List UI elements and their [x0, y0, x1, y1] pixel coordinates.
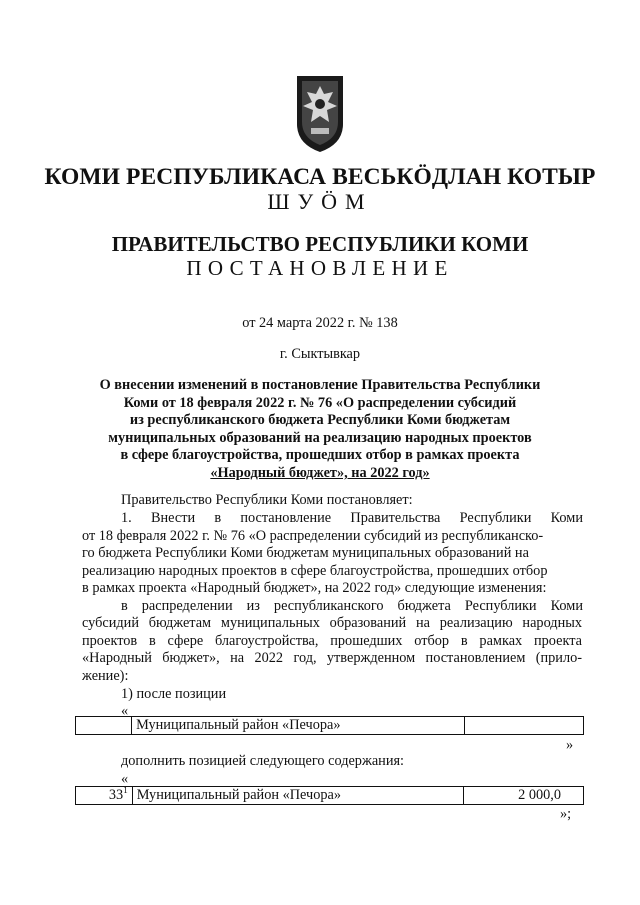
table-row	[76, 717, 584, 735]
item-1-text: 1) после позиции	[121, 686, 227, 702]
table-cell-name: Муниципальный район «Печора»	[132, 787, 463, 805]
document-title-line: О внесении изменений в постановление Правительства Республики	[99, 377, 541, 393]
add-position-text: дополнить позицией следующего содержания:	[121, 753, 405, 769]
paragraph-2-last-line: жение):	[82, 668, 129, 684]
document-type: ПОСТАНОВЛЕНИЕ	[186, 256, 454, 280]
paragraph-2-line: проектов в сфере благоустройства, прошедших отбор в рамках проекта	[82, 633, 582, 649]
document-title-line: муниципальных образований на реализацию народных проектов	[108, 429, 532, 446]
table-cell-value	[464, 717, 583, 735]
paragraph-2-line: «Народный бюджет», на 2022 год, утвержденном постановлением (прило-	[82, 650, 582, 666]
position-table-before	[75, 716, 584, 735]
document-title-line: «Народный бюджет», на 2022 год»	[210, 464, 430, 481]
close-quote: »	[566, 737, 574, 753]
paragraph-1-line: го бюджета Республики Коми бюджетам муниципальных образований на	[82, 545, 529, 561]
komi-government-title: КОМИ РЕСПУБЛИКАСА ВЕСЬКӦДЛАН КОТЫР	[44, 164, 596, 190]
close-quote-semicolon: »;	[560, 806, 572, 822]
table-cell-number	[76, 787, 133, 805]
document-title-line: Коми от 18 февраля 2022 г. № 76 «О распределении субсидий	[123, 394, 517, 411]
table-row	[76, 787, 584, 805]
open-quote: «	[121, 771, 129, 787]
position-number: 33	[108, 787, 124, 803]
position-table-new	[75, 786, 584, 805]
open-quote: «	[121, 703, 129, 719]
paragraph-2-line: субсидий бюджетам муниципальных образований на реализацию народных	[82, 615, 582, 631]
coat-of-arms-emblem	[293, 72, 347, 154]
paragraph-1-line: реализацию народных проектов в сфере благоустройства, прошедших отбор	[82, 563, 548, 579]
government-title: ПРАВИТЕЛЬСТВО РЕСПУБЛИКИ КОМИ	[111, 232, 529, 256]
paragraph-2-first-line: в распределении из республиканского бюджета Республики Коми	[121, 598, 583, 614]
table-cell-number	[76, 717, 132, 735]
document-title-line: из республиканского бюджета Республики Коми бюджетам	[129, 412, 511, 429]
date-and-number: от 24 марта 2022 г. № 138	[242, 315, 398, 331]
paragraph-1-line: в рамках проекта «Народный бюджет», на 2022 год» следующие изменения:	[82, 580, 547, 596]
document-title	[0, 377, 640, 483]
position-number-superscript: 1	[123, 785, 128, 796]
intro-text: Правительство Республики Коми постановляет:	[121, 492, 413, 508]
table-cell-name: Муниципальный район «Печора»	[132, 717, 464, 735]
city: г. Сыктывкар	[279, 346, 361, 362]
table-cell-value: 2 000,0	[463, 787, 583, 805]
paragraph-1-line: от 18 февраля 2022 г. № 76 «О распределении субсидий из республиканско-	[82, 528, 544, 544]
komi-document-type: ШУӦМ	[267, 189, 373, 214]
document-title-line: в сфере благоустройства, прошедших отбор в рамках проекта	[120, 447, 520, 464]
paragraph-1-first-line: 1. Внести в постановление Правительства Республики Коми	[121, 510, 583, 526]
